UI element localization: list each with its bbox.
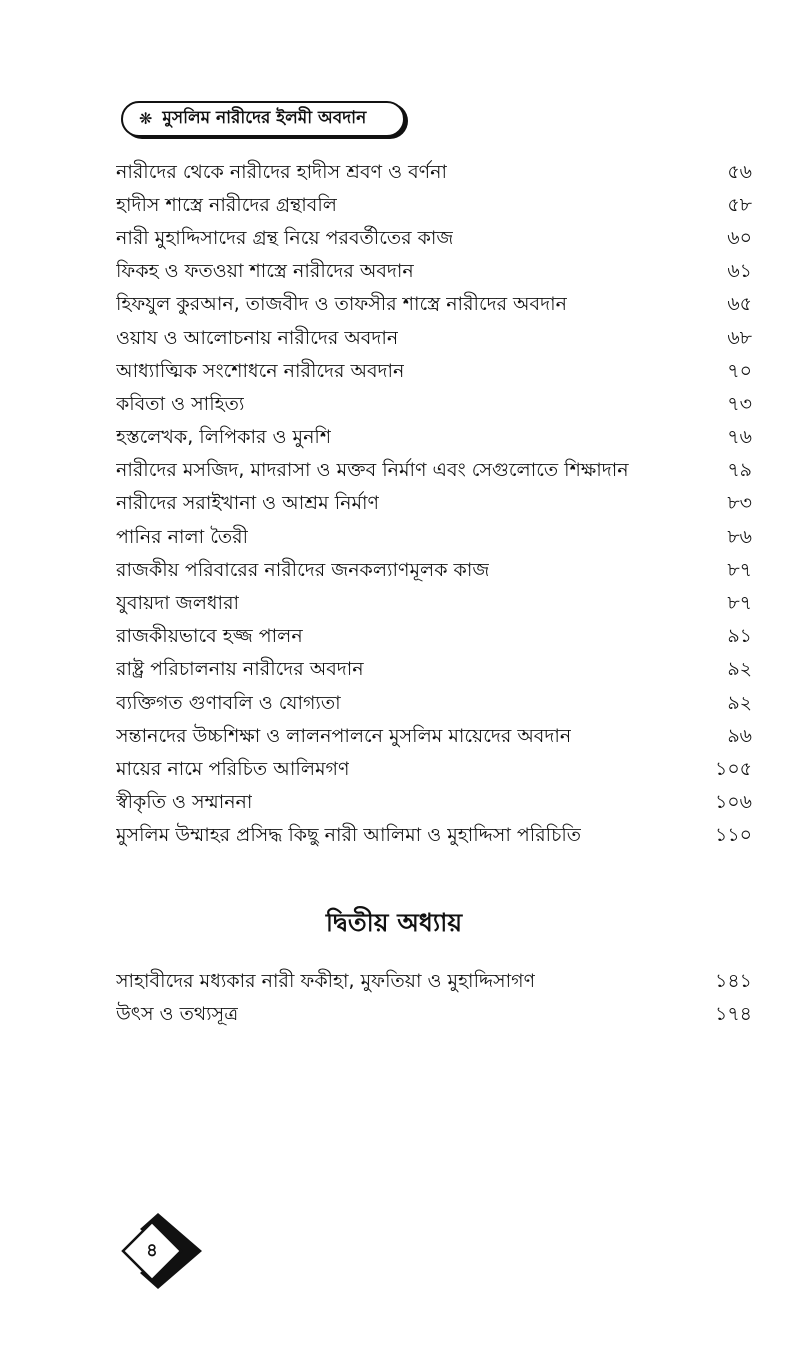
- toc-entry[interactable]: [116, 721, 752, 754]
- chapter-heading: দ্বিতীয় অধ্যায়: [325, 908, 463, 937]
- toc-entry[interactable]: [116, 999, 752, 1032]
- toc-entry[interactable]: [116, 290, 752, 323]
- toc-entry[interactable]: [116, 655, 752, 688]
- toc-entry[interactable]: [116, 555, 752, 588]
- toc-entry-page: ১৪১: [715, 969, 752, 992]
- toc-entry-title: নারীদের মসজিদ, মাদরাসা ও মক্তব নির্মাণ এবং সেগুলোতে শিক্ষাদান: [116, 459, 629, 482]
- toc-entry-page: ৭৯: [727, 459, 752, 482]
- toc-entry-page: ৯২: [727, 691, 752, 714]
- toc-entry-page: ৯২: [727, 658, 752, 681]
- toc-entry[interactable]: [116, 588, 752, 621]
- toc-entry-page: ৬৫: [727, 293, 752, 316]
- toc-entry-title: নারীদের থেকে নারীদের হাদীস শ্রবণ ও বর্ণনা: [116, 160, 448, 183]
- section-header-title: মুসলিম নারীদের ইলমী অবদান: [162, 108, 367, 128]
- toc-entry[interactable]: [116, 456, 752, 489]
- toc-entry-title: মুসলিম উম্মাহর প্রসিদ্ধ কিছু নারী আলিমা ও মুহাদ্দিসা পরিচিতি: [116, 824, 582, 847]
- toc-entry[interactable]: [116, 522, 752, 555]
- toc-entry-title: হাদীস শাস্ত্রে নারীদের গ্রন্থাবলি: [116, 193, 337, 216]
- toc-entry[interactable]: [116, 966, 752, 999]
- toc-entry[interactable]: [116, 223, 752, 256]
- toc-entry-title: হস্তলেখক, লিপিকার ও মুনশি: [116, 426, 332, 449]
- toc-entry-page: ১১০: [714, 824, 752, 847]
- toc-entry[interactable]: [116, 489, 752, 522]
- toc-entry-page: ১৭৪: [714, 1002, 752, 1025]
- toc-entry[interactable]: [116, 389, 752, 422]
- toc-entry[interactable]: [116, 157, 752, 190]
- toc-entry-title: রাজকীয় পরিবারের নারীদের জনকল্যাণমূলক কাজ: [116, 558, 490, 581]
- toc-entry-title: উৎস ও তথ্যসূত্র: [116, 1002, 239, 1025]
- toc-entry[interactable]: [116, 688, 752, 721]
- toc-entry-title: স্বীকৃতি ও সম্মাননা: [116, 791, 253, 814]
- toc-entry-page: ৯১: [727, 625, 752, 648]
- toc-entry-page: ৯৬: [727, 724, 752, 747]
- toc-entry-page: ৫৮: [727, 193, 752, 216]
- toc-entry-title: সন্তানদের উচ্চশিক্ষা ও লালনপালনে মুসলিম মায়েদের অবদান: [116, 724, 572, 747]
- toc-entry-title: রাজকীয়ভাবে হজ্জ পালন: [116, 625, 303, 648]
- toc-entry-title: পানির নালা তৈরী: [116, 525, 249, 548]
- toc-entry[interactable]: [116, 257, 752, 290]
- flower-icon: ❋: [139, 109, 153, 128]
- toc-entry-title: সাহাবীদের মধ্যকার নারী ফকীহা, মুফতিয়া ও মুহাদ্দিসাগণ: [116, 969, 536, 992]
- toc-entry[interactable]: [116, 423, 752, 456]
- toc-entry-page: ৭৬: [727, 426, 752, 449]
- toc-entry-page: ১০৬: [714, 791, 752, 814]
- toc-entry-title: মায়ের নামে পরিচিত আলিমগণ: [116, 757, 350, 780]
- toc-entry[interactable]: [116, 190, 752, 223]
- toc-entry[interactable]: [116, 788, 752, 821]
- toc-entry-title: আধ্যাত্মিক সংশোধনে নারীদের অবদান: [116, 359, 405, 382]
- section-header-pill: [121, 101, 405, 137]
- toc-entry[interactable]: [116, 821, 752, 854]
- toc-entry-title: ফিকহ ও ফতওয়া শাস্ত্রে নারীদের অবদান: [116, 260, 414, 283]
- toc-entry-page: ৭০: [727, 359, 752, 382]
- toc-entry-page: ৮৩: [727, 492, 752, 515]
- toc-entry-title: রাষ্ট্র পরিচালনায় নারীদের অবদান: [116, 658, 364, 681]
- toc-entry-page: ৮৭: [727, 558, 752, 581]
- toc-entry-page: ৬০: [727, 226, 752, 249]
- toc-entry-title: নারী মুহাদ্দিসাদের গ্রন্থ নিয়ে পরবর্তীতের কাজ: [116, 226, 454, 249]
- toc-entry-page: ৭৩: [727, 392, 752, 415]
- toc-entry[interactable]: [116, 323, 752, 356]
- toc-entry-page: ৬৮: [727, 326, 752, 349]
- toc-entry-page: ১০৫: [714, 757, 752, 780]
- toc-entry-title: হিফযুল কুরআন, তাজবীদ ও তাফসীর শাস্ত্রে নারীদের অবদান: [116, 293, 567, 316]
- page-number: ৪: [146, 1240, 158, 1261]
- toc-list-section-2: [116, 966, 752, 1032]
- toc-entry-page: ৮৬: [727, 525, 752, 548]
- toc-entry-page: ৬১: [727, 260, 752, 283]
- toc-entry[interactable]: [116, 622, 752, 655]
- toc-entry[interactable]: [116, 754, 752, 787]
- toc-entry-page: ৫৬: [727, 160, 752, 183]
- toc-entry-title: যুবায়দা জলধারা: [116, 592, 240, 615]
- toc-list-section-1: [116, 157, 752, 854]
- toc-entry-title: ব্যক্তিগত গুণাবলি ও যোগ্যতা: [116, 691, 341, 714]
- toc-entry-title: কবিতা ও সাহিত্য: [116, 392, 245, 415]
- toc-entry-title: ওয়ায ও আলোচনায় নারীদের অবদান: [116, 326, 399, 349]
- toc-entry-title: নারীদের সরাইখানা ও আশ্রম নির্মাণ: [116, 492, 380, 515]
- toc-entry-page: ৮৭: [727, 592, 752, 615]
- toc-entry[interactable]: [116, 356, 752, 389]
